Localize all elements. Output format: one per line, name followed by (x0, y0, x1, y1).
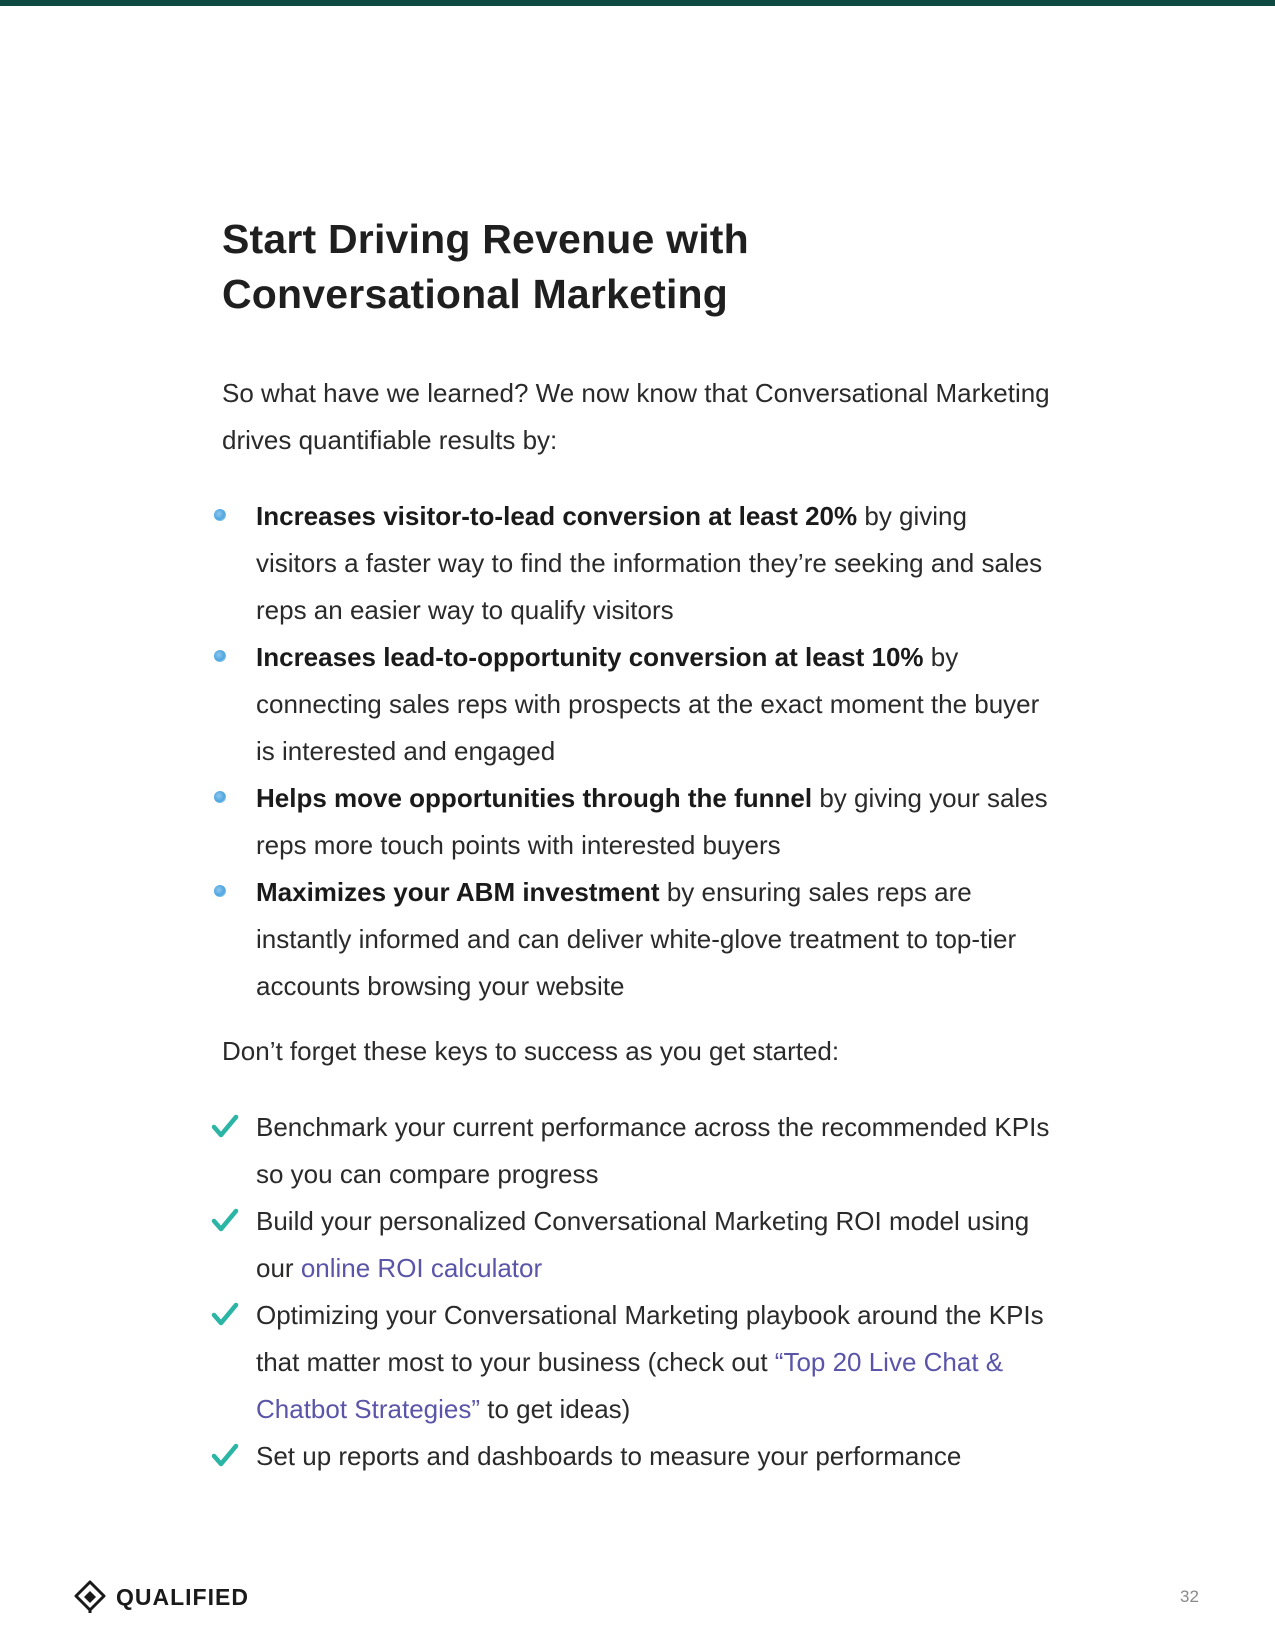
page-number: 32 (1180, 1587, 1199, 1606)
result-highlight: Increases lead-to-opportunity conversion at least 10% (256, 642, 924, 672)
bullet-icon (214, 791, 226, 803)
keys-checklist (222, 1104, 1052, 1480)
qualified-logo-icon (74, 1580, 106, 1614)
checkmark-icon (211, 1435, 239, 1475)
list-item (222, 869, 1052, 1010)
bullet-icon (214, 509, 226, 521)
brand-name: QUALIFIED (116, 1583, 249, 1610)
list-item (222, 634, 1052, 775)
checklist-item (222, 1104, 1052, 1198)
checkmark-icon (211, 1294, 239, 1334)
page-title-line-1: Start Driving Revenue with (222, 216, 749, 262)
checklist-text: Set up reports and dashboards to measure your performance (256, 1441, 962, 1471)
bullet-icon (214, 650, 226, 662)
list-item (222, 775, 1052, 869)
result-text: by ensuring sales reps are instantly informed and can deliver white-glove treatment to top-tier accounts browsing your website (256, 877, 1017, 1001)
checklist-item (222, 1292, 1052, 1433)
checklist-item (222, 1198, 1052, 1292)
keys-intro-paragraph: Don’t forget these keys to success as you get started: (222, 1036, 840, 1066)
roi-calculator-link[interactable]: online ROI calculator (300, 1253, 543, 1283)
intro-paragraph: So what have we learned? We now know that Conversational Marketing drives quantifiable results by: (222, 378, 1050, 455)
checkmark-icon (211, 1200, 239, 1240)
result-text: by giving visitors a faster way to find the information they’re seeking and sales reps an easier way to qualify visitors (256, 501, 1043, 625)
result-text: by giving your sales reps more touch points with interested buyers (256, 783, 1048, 860)
checklist-item (222, 1433, 1052, 1480)
page-title (222, 212, 1052, 322)
checklist-text: Benchmark your current performance across the recommended KPIs so you can compare progress (256, 1112, 1050, 1189)
page-content (222, 212, 1052, 1480)
bullet-icon (214, 885, 226, 897)
result-highlight: Increases visitor-to-lead conversion at least 20% (256, 501, 858, 531)
checklist-text: Build your personalized Conversational Marketing ROI model using our (256, 1206, 1030, 1283)
checklist-text: to get ideas) (480, 1394, 631, 1424)
checkmark-icon (211, 1106, 239, 1146)
top-accent-bar (0, 0, 1275, 6)
result-highlight: Maximizes your ABM investment (256, 877, 660, 907)
brand-logo (74, 1580, 249, 1614)
result-text: by connecting sales reps with prospects at the exact moment the buyer is interested and engaged (256, 642, 1040, 766)
page-title-line-2: Conversational Marketing (222, 271, 729, 317)
result-highlight: Helps move opportunities through the funnel (256, 783, 813, 813)
results-list (222, 493, 1052, 1010)
list-item (222, 493, 1052, 634)
checklist-text: Optimizing your Conversational Marketing playbook around the KPIs that matter most to your business (check out (256, 1300, 1044, 1377)
strategies-guide-link[interactable]: “Top 20 Live Chat & Chatbot Strategies” (256, 1347, 1004, 1424)
